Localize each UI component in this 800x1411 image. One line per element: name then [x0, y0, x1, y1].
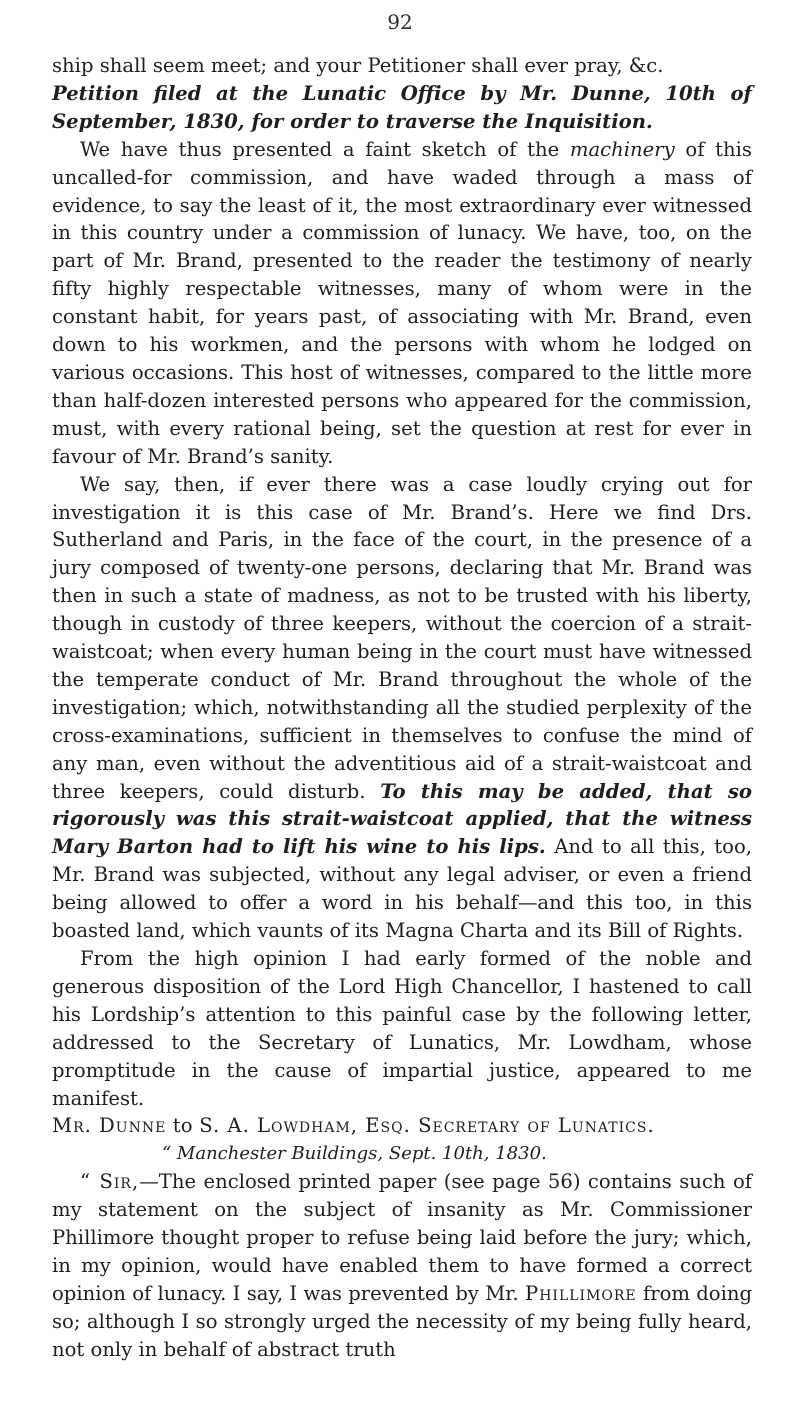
paragraph-text: We have thus presented a faint sketch of the [80, 137, 570, 161]
page-number: 92 [387, 10, 413, 34]
body-text [52, 52, 752, 1364]
letter-name: Phillimore [525, 1281, 637, 1305]
paragraph-machinery [52, 136, 752, 471]
emphasis-text: To this may be added, that so rigorously was this strait-waistcoat applied, that the witness Mary Barton had to lift his wine to his lips. [52, 779, 752, 859]
paragraph-text: And to all this, too, Mr. Brand was subjected, without any legal adviser, or even a friend being allowed to offer a word in his behalf—and this too, in this boasted land, which vaunts of its Magna Charta and its Bill of Rights. [52, 835, 752, 943]
letter-to-word: to [166, 1114, 200, 1138]
letter-text: —The enclosed printed paper (see page 56) contains such of my statement on the subject of insanity as Mr. Commissioner Phillimore thought proper to refuse being laid before the jury; which, in my opinion, would have enabled them to have formed a correct opinion of lunacy. I say, I was prevented by Mr. [52, 1170, 753, 1305]
letter-body [52, 1168, 752, 1363]
letter-salutation: “ Sir, [80, 1170, 140, 1194]
paragraph-text: We say, then, if ever there was a case loudly crying out for investigation it is this case of Mr. Brand’s. Here we find Drs. Sutherland and Paris, in the face of the court, in the presence of a jury composed of twenty-one persons, declaring that Mr. Brand was then in such a state of madness, as not to be trusted with his liberty, though in custody of three keepers, without the coercion of a strait-waistcoat; when every human being in the court must have witnessed the temperate conduct of Mr. Brand throughout the whole of the investigation; which, notwithstanding all the studied perplexity of the cross-examinations, sufficient in themselves to confuse the mind of any man, even without the adventitious aid of a strait-waistcoat and three keepers, could disturb. [52, 472, 752, 803]
paragraph-chancellor: From the high opinion I had early formed of the noble and generous disposition of the Lord High Chancellor, I hastened to call his Lordship’s attention to this painful case by the following letter, addressed to the Secretary of Lunatics, Mr. Lowdham, whose promptitude in the cause of impartial justice, appeared to me manifest. [52, 947, 752, 1110]
paragraph-continuation: ship shall seem meet; and your Petitioner shall ever pray, &c. [52, 54, 664, 77]
letter-sender: Mr. Dunne [52, 1114, 167, 1138]
letter-text: from doing so; although I so strongly urged the necessity of my being fully heard, not only in behalf of abstract truth [52, 1281, 752, 1361]
letter-recipient: S. A. Lowdham, Esq. Secretary of Lunatics. [199, 1114, 655, 1138]
paragraph-investigation [52, 471, 752, 945]
emphasis-text: machinery [569, 137, 675, 161]
petition-heading: Petition filed at the Lunatic Office by Mr. Dunne, 10th of September, 1830, for order to traverse the Inquisition. [52, 81, 752, 133]
letter-heading [52, 1112, 752, 1140]
paragraph-text: of this uncalled-for commission, and have waded through a mass of evidence, to say the least of it, the most extraordinary ever witnessed in this country under a commission of lunacy. We have, too, on the part of Mr. Brand, presented to the reader the testimony of nearly fifty highly respectable witnesses, many of whom were in the constant habit, for years past, of associating with Mr. Brand, even down to his workmen, and the persons with whom he lodged on various occasions. This host of witnesses, compared to the little more than half-dozen interested persons who appeared for the commission, must, with every rational being, set the question at rest for ever in favour of Mr. Brand’s sanity. [52, 137, 752, 468]
letter-dateline: “ Manchester Buildings, Sept. 10th, 1830. [162, 1143, 547, 1165]
